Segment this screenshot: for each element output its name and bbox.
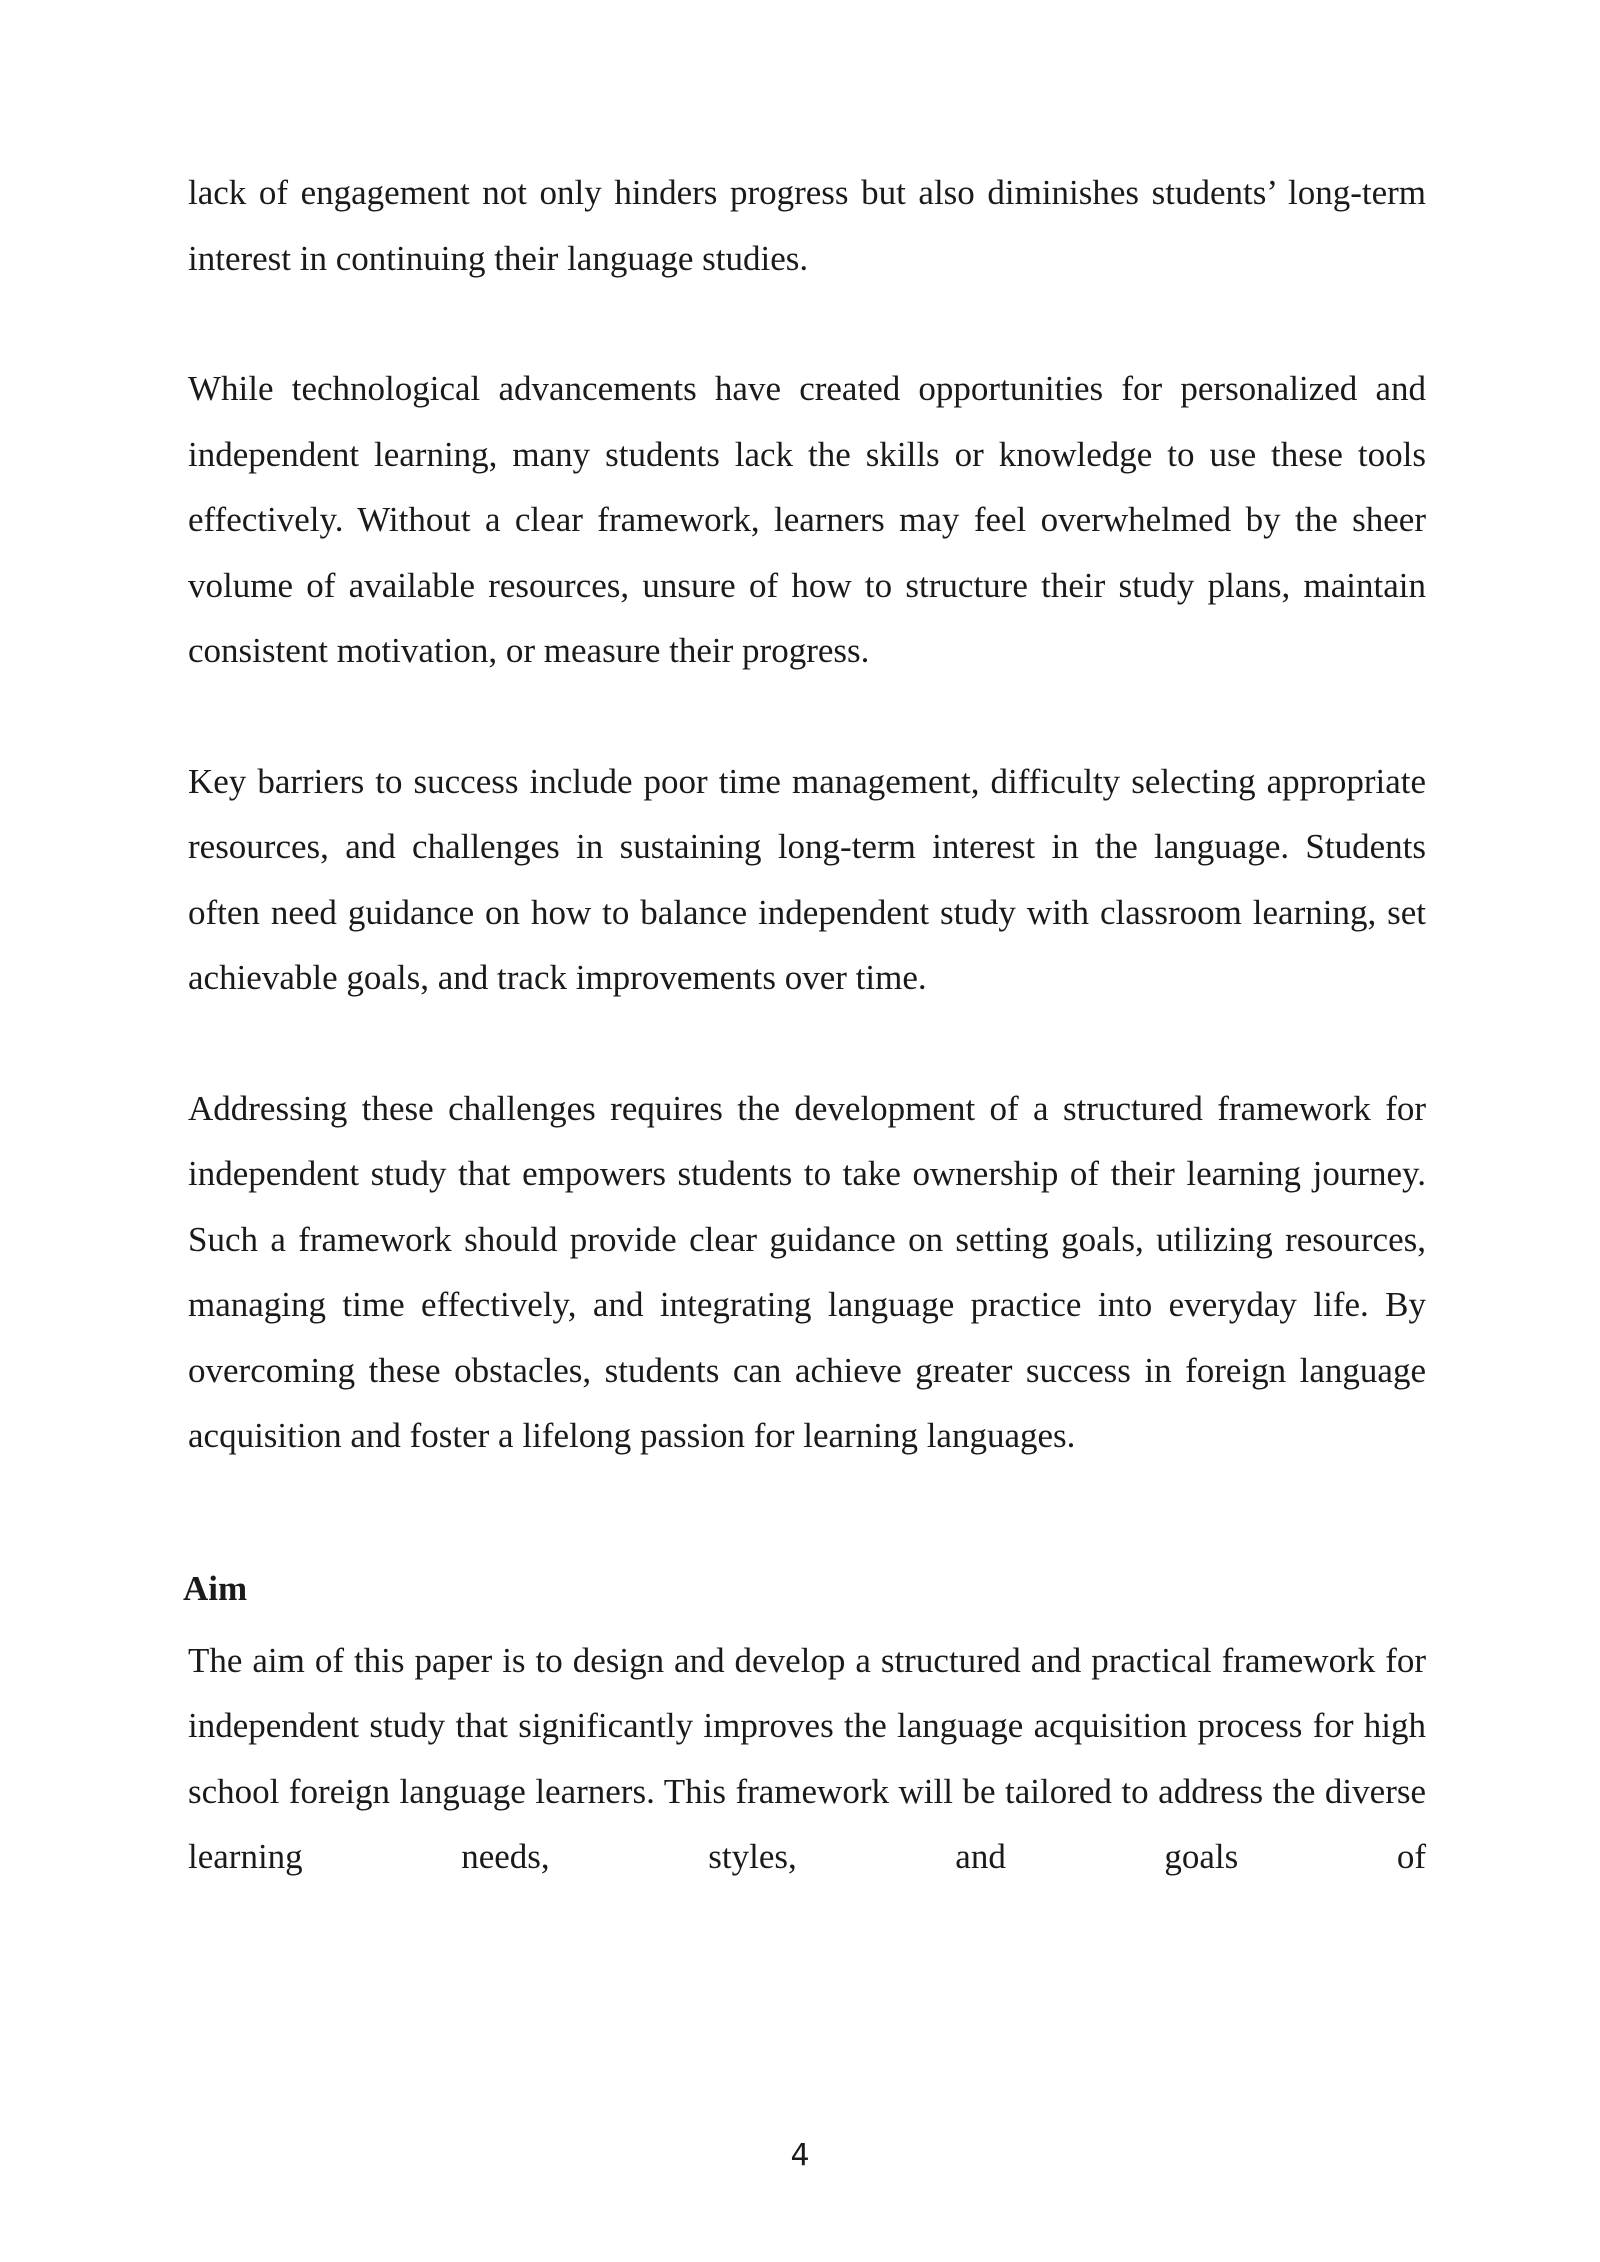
aim-heading: Aim [183, 1568, 248, 1608]
paragraph-barriers: Key barriers to success include poor time management, difficulty selecting appropriate resources, and challenges in sustaining long-term interest in the language. Students often need guidance on how to balance independent study with classroom learning, set achievable goals, and track improvements over time. [188, 761, 1426, 997]
paragraph-engagement: lack of engagement not only hinders progress but also diminishes students’ long-term interest in continuing their language studies. [188, 173, 1426, 278]
document-page [183, 160, 1426, 1890]
paragraph-framework: Addressing these challenges requires the development of a structured framework for independent study that empowers students to take ownership of their learning journey. Such a framework should provide clear guidance on setting goals, utilizing resources, managing time effectively, and integrating language practice into everyday life. By overcoming these obstacles, students can achieve greater success in foreign language acquisition and foster a lifelong passion for learning languages. [188, 1088, 1426, 1455]
aim-paragraph: The aim of this paper is to design and develop a structured and practical framework for independent study that significantly improves the language acquisition process for high school foreign language learners. This framework will be tailored to address the diverse learning needs, styles, and goals of [188, 1640, 1426, 1876]
page-number: 4 [790, 2138, 810, 2173]
paragraph-technology: While technological advancements have created opportunities for personalized and independent learning, many students lack the skills or knowledge to use these tools effectively. Without a clear framework, learners may feel overwhelmed by the sheer volume of available resources, unsure of how to structure their study plans, maintain consistent motivation, or measure their progress. [188, 369, 1426, 670]
